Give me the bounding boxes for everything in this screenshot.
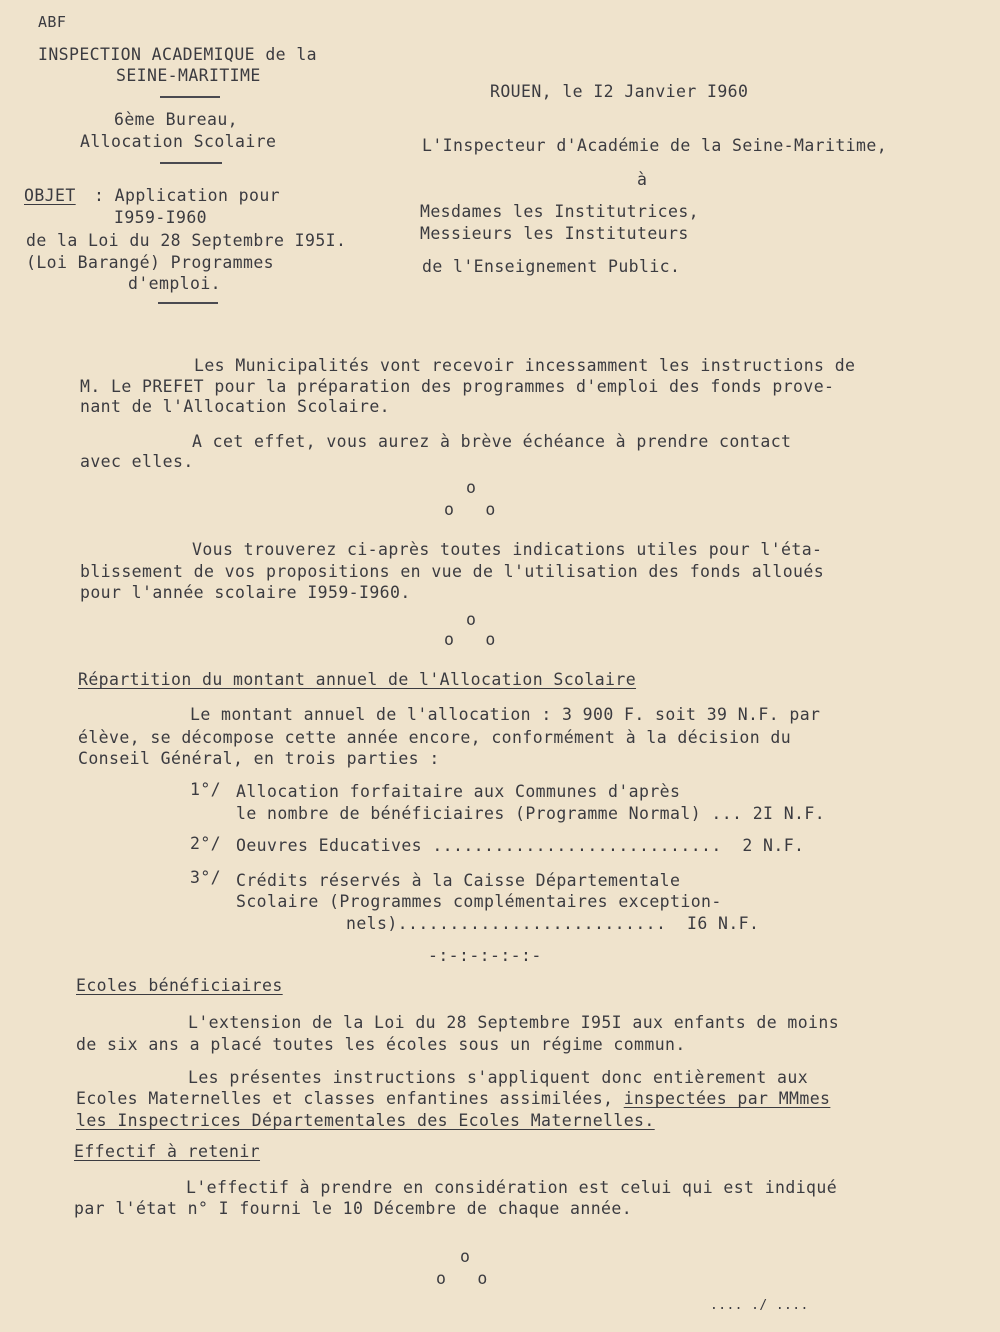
ecoles-line2: de six ans a placé toutes les écoles sous un régime commun. (76, 1035, 686, 1054)
addressee-line3: de l'Enseignement Public. (422, 257, 681, 276)
effectif-line2: par l'état n° I fourni le 10 Décembre de chaque année. (74, 1199, 633, 1218)
intro-p1-line1: Les Municipalités vont recevoir incessamment les instructions de (194, 356, 856, 375)
sender: L'Inspecteur d'Académie de la Seine-Maritime, (422, 136, 888, 155)
continuation-mark: .... ./ .... (710, 1298, 809, 1313)
repartition-heading: Répartition du montant annuel de l'Allocation Scolaire (78, 670, 637, 689)
intro-p1-line2: M. Le PREFET pour la préparation des programmes d'emploi des fonds prove- (80, 377, 835, 396)
repartition-line3: Conseil Général, en trois parties : (78, 749, 440, 768)
objet-line2: I959-I960 (114, 208, 208, 227)
objet-line3: de la Loi du 28 Septembre I95I. (26, 231, 347, 250)
intro-p3-line1: Vous trouverez ci-après toutes indications utiles pour l'éta- (192, 540, 823, 559)
intro-p1-line3: nant de l'Allocation Scolaire. (80, 397, 391, 416)
item2-number: 2°/ (190, 834, 222, 853)
effectif-line1: L'effectif à prendre en considération est celui qui est indiqué (186, 1178, 838, 1197)
repartition-line2: élève, se décompose cette année encore, conformément à la décision du (78, 728, 792, 747)
reference-code: ABF (38, 13, 67, 31)
divider (158, 302, 218, 304)
bureau-line1: 6ème Bureau, (114, 110, 239, 129)
objet-label: OBJET (24, 186, 76, 205)
effectif-heading: Effectif à retenir (74, 1142, 261, 1161)
item1-number: 1°/ (190, 780, 222, 799)
separator-o: o (466, 478, 477, 497)
separator-oo: o o (436, 1269, 488, 1288)
objet-line5: d'emploi. (128, 274, 222, 293)
intro-p3-line2: blissement de vos propositions en vue de l'utilisation des fonds alloués (80, 562, 825, 581)
objet-line1: : Application pour (94, 186, 281, 205)
intro-p3-line3: pour l'année scolaire I959-I960. (80, 583, 411, 602)
addressee-line1: Mesdames les Institutrices, (420, 202, 700, 221)
org-name-line1: INSPECTION ACADEMIQUE de la (38, 45, 318, 64)
separator-oo: o o (444, 500, 496, 519)
separator-oo: o o (444, 630, 496, 649)
divider (160, 162, 222, 164)
section-separator: -:-:-:-:-:- (428, 946, 542, 965)
separator-o: o (460, 1247, 471, 1266)
objet-line4: (Loi Barangé) Programmes (26, 253, 275, 272)
ecoles-line4-underlined: inspectées par MMmes (623, 1089, 831, 1108)
item1-line1: Allocation forfaitaire aux Communes d'après (236, 782, 681, 801)
separator-o: o (466, 610, 477, 629)
item3-line2: Scolaire (Programmes complémentaires exception- (236, 892, 722, 911)
addressee-a: à (637, 170, 648, 189)
divider (160, 96, 220, 98)
item3-line3: nels).......................... I6 N.F. (346, 914, 760, 933)
ecoles-line3: Les présentes instructions s'appliquent donc entièrement aux (188, 1068, 809, 1087)
bureau-line2: Allocation Scolaire (80, 132, 277, 151)
ecoles-line1: L'extension de la Loi du 28 Septembre I95I aux enfants de moins (188, 1013, 840, 1032)
addressee-line2: Messieurs les Instituteurs (420, 224, 689, 243)
intro-p2-line1: A cet effet, vous aurez à brève échéance à prendre contact (192, 432, 792, 451)
ecoles-heading: Ecoles bénéficiaires (76, 976, 283, 995)
ecoles-line4: Ecoles Maternelles et classes enfantines assimilées, inspectées par MMmes (76, 1089, 831, 1108)
item3-line1: Crédits réservés à la Caisse Départementale (236, 871, 681, 890)
org-name-line2: SEINE-MARITIME (116, 66, 261, 85)
item1-line2: le nombre de bénéficiaires (Programme Normal) ... 2I N.F. (236, 804, 826, 823)
letter-date: ROUEN, le I2 Janvier I960 (490, 82, 749, 101)
item2-line1: Oeuvres Educatives ............................ 2 N.F. (236, 836, 805, 855)
item3-number: 3°/ (190, 868, 222, 887)
ecoles-line5: les Inspectrices Départementales des Ecoles Maternelles. (76, 1111, 655, 1130)
intro-p2-line2: avec elles. (80, 452, 194, 471)
repartition-line1: Le montant annuel de l'allocation : 3 900 F. soit 39 N.F. par (190, 705, 821, 724)
